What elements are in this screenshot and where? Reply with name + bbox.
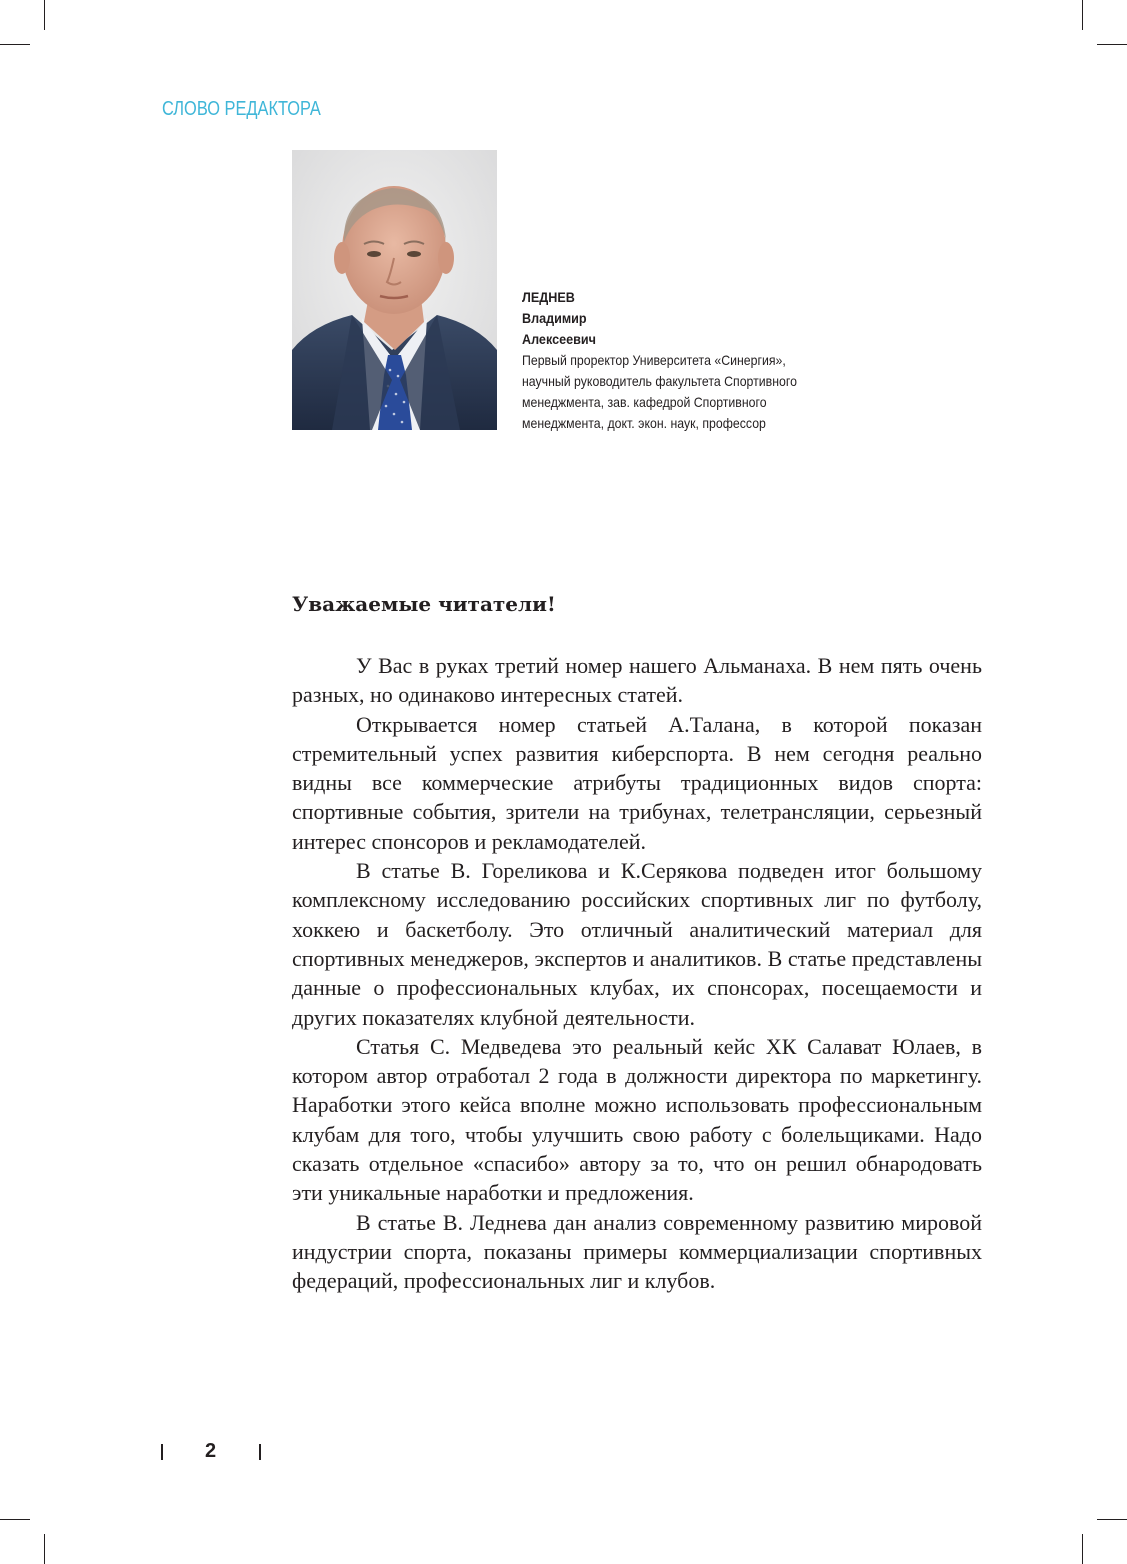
author-info bbox=[522, 287, 882, 434]
article-paragraph: Статья С. Медведева это реальный кейс ХК Салават Юлаев, в котором автор отработал 2 года в должности директора по маркетингу. Наработки этого кейса вполне можно использовать профессиональным клубам для того, чтобы улучшить свою работу с болельщиками. Надо сказать отдельное «спасибо» автору за то, что он решил обнародовать эти уникальные наработки и предложения. bbox=[292, 1033, 982, 1206]
crop-mark bbox=[1082, 0, 1083, 30]
article-body bbox=[292, 651, 982, 1296]
author-patronymic: Алексеевич bbox=[522, 331, 596, 347]
page-number: 2 bbox=[205, 1440, 217, 1462]
article-paragraph: Открывается номер статьей А.Талана, в которой показан стремительный успех развития киберспорта. В нем сегодня реально видны все коммерческие атрибуты традиционных видов спорта: спортивные события, зрители на трибунах, телетрансляции, серьезный интерес спонсоров и рекламодателей. bbox=[292, 711, 982, 854]
article-paragraph: В статье В. Гореликова и К.Серякова подведен итог большому комплексному исследованию российских спортивных лиг по футболу, хоккею и баскетболу. Это отличный аналитический материал для спортивных менеджеров, экспертов и аналитиков. В статье представлены данные о профессиональных клубах, их спонсорах, посещаемости и других показателях клубной деятельности. bbox=[292, 858, 982, 1030]
crop-mark bbox=[44, 1534, 45, 1564]
author-first-name: Владимир bbox=[522, 310, 587, 326]
article-paragraph: У Вас в руках третий номер нашего Альманаха. В нем пять очень разных, но одинаково интересных статей. bbox=[292, 653, 982, 708]
crop-mark bbox=[1097, 44, 1127, 45]
greeting-heading: Уважаемые читатели! bbox=[292, 592, 556, 616]
author-role-line: менеджмента, докт. экон. наук, профессор bbox=[522, 415, 766, 431]
author-portrait bbox=[292, 150, 497, 430]
article-paragraph: В статье В. Леднева дан анализ современному развитию мировой индустрии спорта, показаны примеры коммерциализации спортивных федераций, профессиональных лиг и клубов. bbox=[292, 1209, 982, 1294]
author-role-line: менеджмента, зав. кафедрой Спортивного bbox=[522, 394, 767, 410]
crop-mark bbox=[1082, 1534, 1083, 1564]
section-label: СЛОВО РЕДАКТОРА bbox=[162, 98, 321, 120]
crop-mark bbox=[1097, 1519, 1127, 1520]
author-role-line: научный руководитель факультета Спортивного bbox=[522, 373, 797, 389]
folio-divider bbox=[161, 1444, 163, 1460]
folio-divider bbox=[259, 1444, 261, 1460]
author-role-line: Первый проректор Университета «Синергия», bbox=[522, 352, 786, 368]
crop-mark bbox=[44, 0, 45, 30]
author-last-name: ЛЕДНЕВ bbox=[522, 289, 575, 305]
crop-mark bbox=[0, 1519, 30, 1520]
crop-mark bbox=[0, 44, 30, 45]
